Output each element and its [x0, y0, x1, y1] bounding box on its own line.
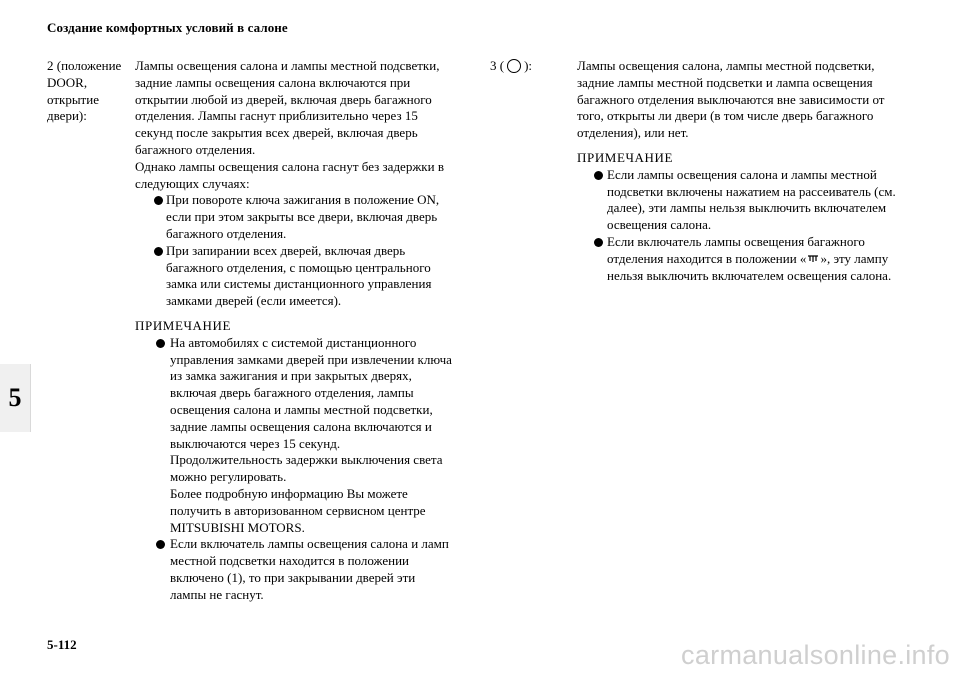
page-number: 5-112: [47, 637, 77, 652]
exceptions-list: [135, 192, 453, 310]
left-column-body: [135, 58, 453, 604]
right-column-body: [577, 58, 899, 284]
off-mode-description: Лампы освещения салона, лампы местной подсветки, задние лампы местной подсветки и лампа освещения багажного отделения выключаются вне зависимости от того, открыты ли двери (в том числе дверь багажного отделения), или нет.: [577, 58, 885, 141]
list-item: Если включатель лампы освещения багажного отделения находится в положении « », эту лампу нельзя выключить включателем освещения салона.: [577, 234, 899, 284]
chapter-number: 5: [8, 383, 22, 412]
page-header-title: Создание комфортных условий в салоне: [47, 20, 288, 35]
circle-off-icon: [507, 59, 521, 73]
door-mode-description: Лампы освещения салона и лампы местной подсветки, задние лампы освещения салона включаются при открытии любой из дверей, включая дверь багажного отделения. Лампы гаснут приблизительно через 15 секунд после закрытия всех дверей, включая дверь багажного отделения.: [135, 58, 440, 157]
note-title: ПРИМЕЧАНИЕ: [135, 317, 232, 333]
watermark: carmanualsonline.info: [681, 640, 950, 670]
list-item: Если лампы освещения салона и лампы местной подсветки включены нажатием на рассеиватель (см. далее), эти лампы нельзя выключить включателем освещения салона.: [577, 167, 899, 234]
bullet-icon: [594, 171, 603, 180]
note-title: ПРИМЕЧАНИЕ: [577, 149, 674, 165]
mode-label-off: 3 ( ):: [490, 58, 533, 73]
bullet-icon: [156, 339, 165, 348]
bullet-icon: [154, 247, 163, 256]
note-list: [577, 167, 899, 285]
note-list: [135, 335, 453, 604]
list-item: При запирании всех дверей, включая дверь багажного отделения, с помощью центрального замка или системы дистанционного управления замками дверей (если имеется).: [135, 243, 453, 310]
lamp-icon: [807, 255, 819, 263]
list-item: При повороте ключа зажигания в положение ON, если при этом закрыты все двери, включая дверь багажного отделения.: [135, 192, 453, 242]
chapter-tab: [0, 364, 31, 432]
bullet-icon: [154, 196, 163, 205]
bullet-icon: [594, 238, 603, 247]
list-item: Если включатель лампы освещения салона и ламп местной подсветки находится в положении включено (1), то при закрывании дверей эти лампы не гаснут.: [135, 536, 453, 603]
list-item: На автомобилях с системой дистанционного управления замками дверей при извлечении ключа из замка зажигания и при закрытых дверях, включая дверь багажного отделения, лампы освещения салона и лампы местной подсветки, задние лампы освещения салона включаются и выключаются через 15 секунд. Продолжительность задержки выключения света можно регулировать. Более подробную информацию Вы можете получить в авторизованном сервисном центре MITSUBISHI MOTORS.: [135, 335, 453, 537]
mode-label-door: 2 (положение DOOR, открытие двери):: [47, 58, 122, 124]
exceptions-intro: Однако лампы освещения салона гаснут без задержки в следующих случаях:: [135, 158, 444, 191]
bullet-icon: [156, 540, 165, 549]
